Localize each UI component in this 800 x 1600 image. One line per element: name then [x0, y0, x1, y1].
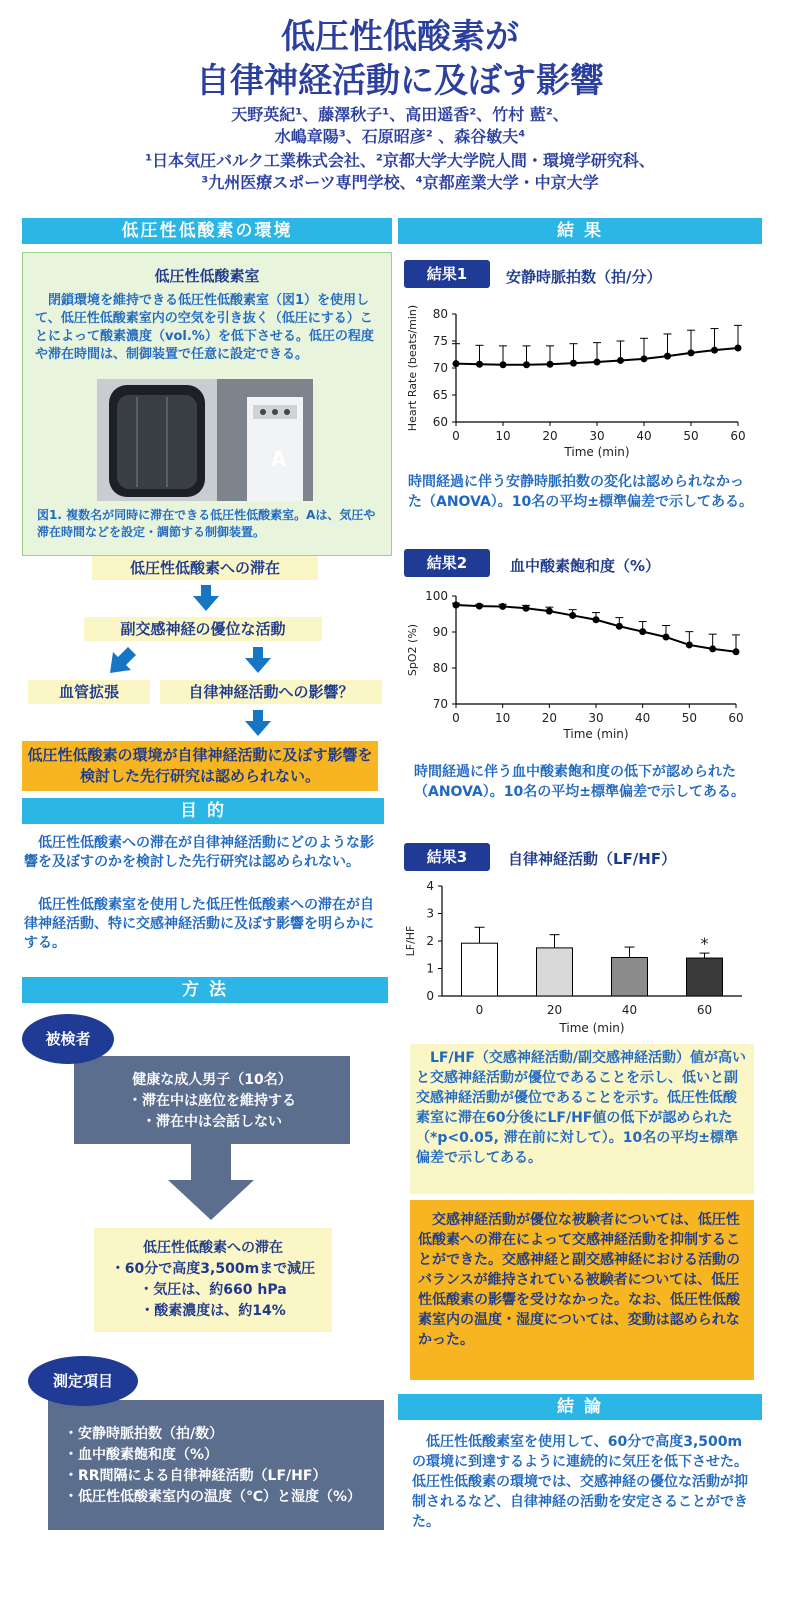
result3-text: LF/HF（交感神経活動/副交感神経活動）値が高いと交感神経活動が優位であることを示し、低いと副交感神経活動が優位であることを示す。低圧性低酸素室に滞在60分後にLF/HF値の低下が認められた（*p<0.05, 滞在前に対して）。10名の平均±標準偏差で示してある。	[410, 1044, 754, 1194]
x-tick-label: 30	[588, 711, 604, 725]
subjects-line: 健康な成人男子（10名）	[132, 1072, 292, 1088]
data-point	[617, 357, 624, 364]
result2-label: 結果2	[404, 549, 490, 577]
purpose-paragraph-1: 低圧性低酸素への滞在が自律神経活動にどのような影響を及ぼすのかを検討した先行研究は認められない。	[24, 835, 374, 870]
data-point	[547, 361, 554, 368]
methods-section-header: 方 法	[22, 977, 388, 1003]
significance-marker: *	[700, 934, 709, 954]
x-tick-label: 60	[728, 711, 744, 725]
result3-discussion: 交感神経活動が優位な被験者については、低圧性低酸素への滞在によって交感神経活動を抑制することができた。交感神経と副交感神経における活動のバランスが維持されている被験者については、低圧性低酸素の影響を受けなかった。なお、低圧性低酸素室内の温度・湿度については、変動は認められなかった。	[410, 1200, 754, 1380]
data-point	[499, 603, 506, 610]
x-tick-label: 40	[635, 711, 651, 725]
data-point	[453, 602, 460, 609]
x-axis-label: Time (min)	[564, 445, 630, 459]
flow-conclusion: 低圧性低酸素の環境が自律神経活動に及ぼす影響を検討した先行研究は認められない。	[22, 741, 378, 791]
chamber-panel	[22, 252, 392, 556]
bar	[612, 958, 648, 997]
result2-title: 血中酸素飽和度（%）	[510, 557, 661, 575]
result1-text: 時間経過に伴う安静時脈拍数の変化は認められなかった（ANOVA）。10名の平均±標準偏差で示してある。	[408, 474, 754, 510]
data-point	[500, 361, 507, 368]
y-tick-label: 0	[426, 989, 434, 1003]
flow-vasodilation: 血管拡張	[28, 680, 150, 704]
y-axis-label: SpO2 (%)	[406, 623, 419, 677]
conclusion-section-header: 結 論	[398, 1394, 762, 1420]
arrow-down-icon	[168, 1144, 254, 1220]
affiliation-line2: ³九州医療スポーツ専門学校、⁴京都産業大学・中京大学	[201, 173, 599, 192]
bar	[687, 958, 723, 996]
result1-title: 安静時脈拍数（拍/分）	[506, 268, 662, 286]
series-line	[456, 605, 736, 652]
data-point	[641, 355, 648, 362]
data-point	[686, 641, 693, 648]
affiliation-line1: ¹日本気圧バルク工業株式会社、²京都大学大学院人間・環境学研究科、	[145, 151, 655, 170]
arrow-down-icon	[245, 710, 271, 736]
y-tick-label: 1	[426, 961, 434, 976]
x-tick-label: 10	[495, 429, 511, 443]
subjects-line: ・滞在中は座位を維持する	[128, 1093, 296, 1109]
x-tick-label: 30	[589, 429, 605, 443]
poster-title-line2: 自律神経活動に及ぼす影響	[196, 61, 604, 101]
data-point	[733, 648, 740, 655]
figure-caption: 図1. 複数名が同時に滞在できる低圧性低酸素室。Aは、気圧や滞在時間などを設定・調節する制御装置。	[37, 508, 376, 539]
heart-rate-chart	[400, 298, 760, 466]
lfhf-chart	[400, 874, 760, 1040]
result1-label: 結果1	[404, 260, 490, 288]
bar	[462, 943, 498, 996]
bar	[537, 948, 573, 996]
data-point	[570, 360, 577, 367]
arrow-down-icon	[245, 647, 271, 673]
y-tick-label: 4	[426, 879, 434, 893]
flow-autonomic-effect: 自律神経活動への影響？	[160, 680, 382, 704]
measurement-item: ・安静時脈拍数（拍/数）	[64, 1426, 224, 1442]
measurements-label: 測定項目	[28, 1356, 138, 1406]
data-point	[569, 612, 576, 619]
results-section-header: 結 果	[398, 218, 762, 244]
subjects-box	[74, 1056, 350, 1144]
x-tick-label: 50	[683, 429, 699, 443]
stay-line: ・60分で高度3,500mまで減圧	[110, 1261, 316, 1277]
x-tick-label: 60	[730, 429, 746, 443]
y-tick-label: 100	[425, 589, 448, 603]
arrow-down-icon	[193, 585, 219, 611]
data-point	[476, 603, 483, 610]
data-point	[453, 360, 460, 367]
data-point	[711, 347, 718, 354]
data-point	[709, 645, 716, 652]
y-tick-label: 2	[426, 934, 434, 948]
stay-line: ・酸素濃度は、約14%	[140, 1303, 286, 1319]
chamber-title: 低圧性低酸素室	[154, 267, 260, 285]
data-point	[639, 628, 646, 635]
data-point	[546, 608, 553, 615]
stay-line: 低圧性低酸素への滞在	[143, 1240, 283, 1256]
x-tick-label: 0	[452, 429, 460, 443]
y-tick-label: 70	[432, 361, 448, 375]
y-axis-label: Heart Rate (beats/min)	[406, 304, 419, 432]
x-tick-label: 20	[541, 711, 557, 725]
conclusion-text: 低圧性低酸素室を使用して、60分で高度3,500mの環境に到達するように連続的に気圧を低下させた。低圧性低酸素の環境では、交感神経の優位な活動が抑制されるなど、自律神経の活動を安定さることができた。	[412, 1434, 748, 1530]
y-tick-label: 70	[432, 697, 448, 711]
subjects-line: ・滞在中は会話しない	[142, 1114, 282, 1130]
y-tick-label: 80	[432, 307, 448, 321]
x-tick-label: 40	[636, 429, 652, 443]
y-tick-label: 80	[432, 661, 448, 675]
measurements-box	[48, 1400, 384, 1530]
controller-label: A	[271, 447, 287, 471]
x-axis-label: Time (min)	[559, 1021, 625, 1035]
data-point	[523, 361, 530, 368]
x-tick-label: 40	[621, 1003, 638, 1017]
y-axis-label: LF/HF	[404, 925, 417, 957]
measurement-item: ・血中酸素飽和度（%）	[64, 1447, 219, 1463]
measurement-item: ・RR間隔による自律神経活動（LF/HF）	[64, 1468, 327, 1484]
data-point	[735, 345, 742, 352]
chamber-photo	[97, 379, 313, 501]
stay-condition-box	[94, 1228, 332, 1332]
authors-line1: 天野英紀¹、藤澤秋子¹、高田遥香²、竹村 藍²、	[231, 105, 569, 124]
result3-title: 自律神経活動（LF/HF）	[508, 850, 677, 868]
data-point	[663, 634, 670, 641]
flow-parasympathetic: 副交感神経の優位な活動	[84, 617, 322, 641]
purpose-section-header: 目 的	[22, 798, 384, 824]
measurement-item: ・低圧性低酸素室内の温度（℃）と湿度（%）	[64, 1489, 361, 1505]
y-tick-label: 3	[426, 906, 434, 921]
flow-hypoxia-stay: 低圧性低酸素への滞在	[92, 556, 318, 580]
subjects-label: 被検者	[22, 1014, 114, 1064]
stay-line: ・気圧は、約660 hPa	[139, 1282, 287, 1298]
poster-title-line1: 低圧性低酸素が	[281, 17, 519, 57]
y-tick-label: 90	[432, 625, 448, 639]
y-tick-label: 75	[432, 334, 448, 348]
x-tick-label: 20	[546, 1003, 563, 1017]
data-point	[593, 616, 600, 623]
result2-text: 時間経過に伴う血中酸素飽和度の低下が認められた（ANOVA）。10名の平均±標準偏差で示してある。	[414, 764, 746, 800]
data-point	[594, 359, 601, 366]
result3-label: 結果3	[404, 843, 490, 871]
purpose-paragraph-2: 低圧性低酸素室を使用した低圧性低酸素への滞在が自律神経活動、特に交感神経活動に及ぼす影響を明らかにする。	[24, 897, 374, 951]
x-axis-label: Time (min)	[563, 727, 629, 741]
x-tick-label: 10	[495, 711, 511, 725]
y-tick-label: 65	[432, 388, 448, 402]
data-point	[523, 605, 530, 612]
data-point	[476, 361, 483, 368]
env-section-header: 低圧性低酸素の環境	[22, 218, 392, 244]
x-tick-label: 50	[681, 711, 697, 725]
x-tick-label: 0	[452, 711, 460, 725]
y-tick-label: 60	[432, 415, 448, 429]
data-point	[688, 349, 695, 356]
data-point	[616, 623, 623, 630]
authors-line2: 水嶋章陽³、石原昭彦² 、森谷敏夫⁴	[274, 127, 526, 146]
x-tick-label: 0	[475, 1003, 484, 1017]
spo2-chart	[400, 584, 760, 746]
data-point	[664, 353, 671, 360]
chamber-description: 閉鎖環境を維持できる低圧性低酸素室（図1）を使用して、低圧性低酸素室内の空気を引き抜く（低圧にする）ことによって酸素濃度（vol.%）を低下させる。低圧の程度や滞在時間は、制御装置で任意に設定できる。	[35, 293, 374, 362]
arrow-down-left-icon	[110, 647, 136, 673]
x-tick-label: 20	[542, 429, 558, 443]
x-tick-label: 60	[696, 1003, 713, 1017]
